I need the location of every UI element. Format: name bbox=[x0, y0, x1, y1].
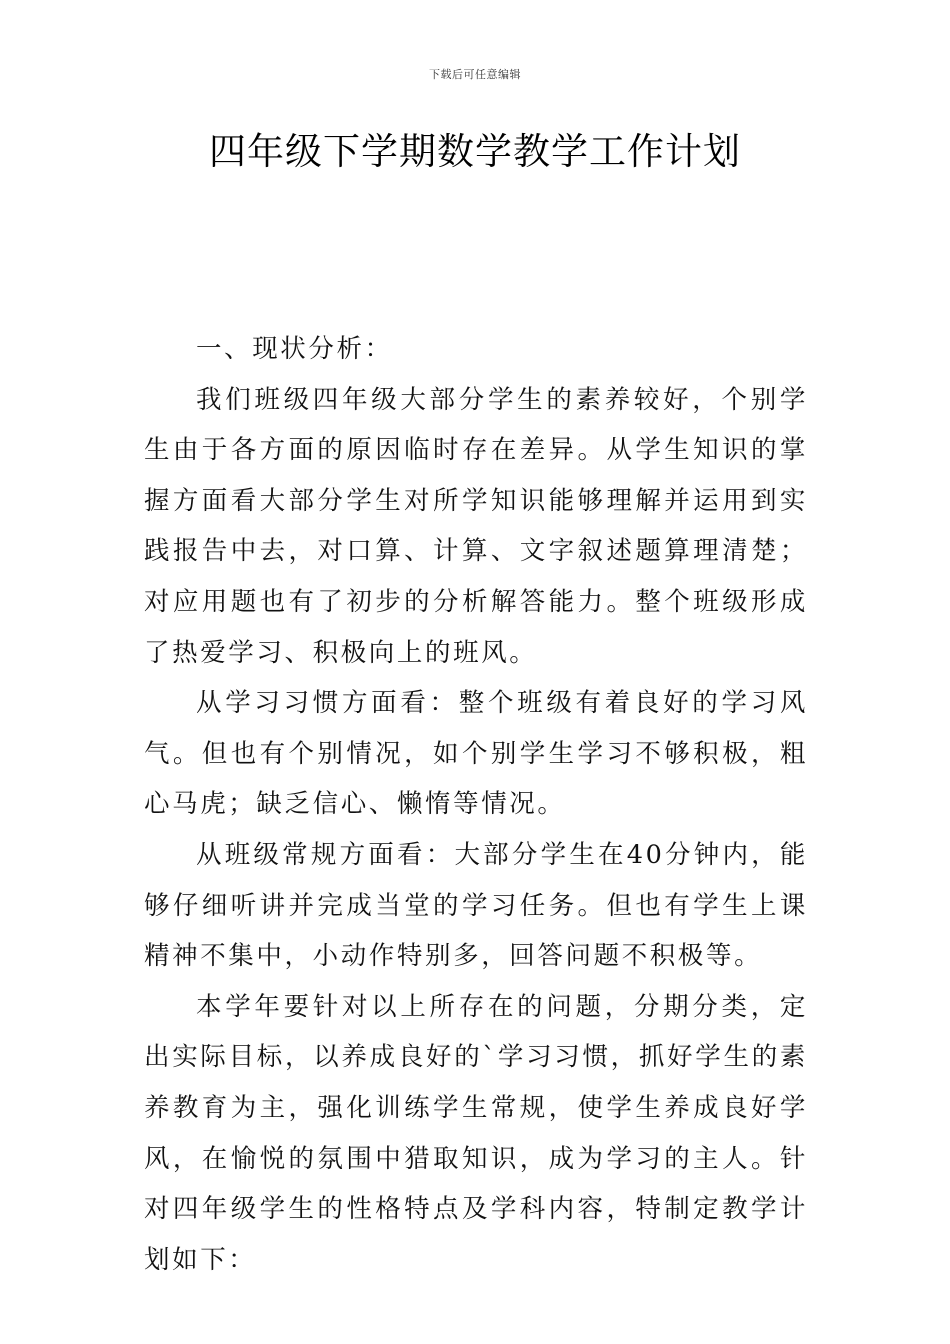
header-note: 下载后可任意编辑 bbox=[429, 68, 521, 81]
paragraph-student-quality: 我们班级四年级大部分学生的素养较好，个别学生由于各方面的原因临时存在差异。从学生知识的掌握方面看大部分学生对所学知识能够理解并运用到实践报告中去，对口算、计算、文字叙述题算理清楚；对应用题也有了初步的分析解答能力。整个班级形成了热爱学习、积极向上的班风。 bbox=[144, 384, 808, 668]
section-heading-status-analysis: 一、现状分析： bbox=[196, 334, 393, 364]
paragraph-yearly-plan: 本学年要针对以上所存在的问题，分期分类，定出实际目标，以养成良好的`学习习惯，抓好学生的素养教育为主，强化训练学生常规，使学生养成良好学风，在愉悦的氛围中猎取知识，成为学习的主人。针对四年级学生的性格特点及学科内容，特制定教学计划如下： bbox=[144, 991, 808, 1275]
paragraph-class-routine: 从班级常规方面看：大部分学生在40分钟内，能够仔细听讲并完成当堂的学习任务。但也有学生上课精神不集中，小动作特别多，回答问题不积极等。 bbox=[144, 839, 808, 972]
paragraph-study-habits: 从学习习惯方面看：整个班级有着良好的学习风气。但也有个别情况，如个别学生学习不够积极，粗心马虎；缺乏信心、懒惰等情况。 bbox=[144, 688, 808, 820]
document-title: 四年级下学期数学教学工作计划 bbox=[209, 130, 741, 173]
document-body bbox=[144, 324, 808, 1285]
